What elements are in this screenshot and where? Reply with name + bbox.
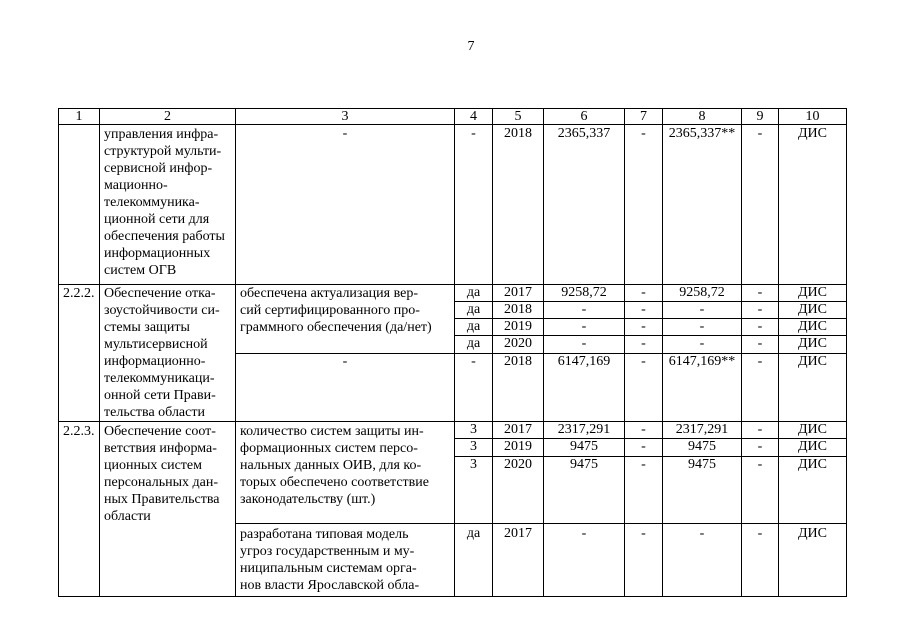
year-cell: 2020 [493, 457, 544, 524]
funding-total-cell: - [544, 319, 625, 336]
funding-col9-cell: - [742, 354, 779, 422]
funding-col8-cell: - [663, 336, 742, 354]
funding-total-cell: 2317,291 [544, 422, 625, 439]
executor-cell: ДИС [779, 319, 847, 336]
funding-col7-cell: - [625, 439, 663, 457]
funding-col7-cell: - [625, 336, 663, 354]
year-cell: 2019 [493, 439, 544, 457]
funding-col9-cell: - [742, 285, 779, 302]
executor-cell: ДИС [779, 354, 847, 422]
executor-cell: ДИС [779, 422, 847, 439]
indicator-cell: количество систем защиты ин- формационных систем персо- нальных данных ОИВ, для ко- торых обеспечено соответствие законодательству (шт.) [236, 422, 455, 524]
column-header: 1 [59, 109, 100, 125]
funding-col8-cell: 9475 [663, 457, 742, 524]
measure-name-cell: Обеспечение отка- зоустойчивости си- стемы защиты мультисервисной информационно- телекоммуникаци- онной сети Прави- тельства области [100, 285, 236, 422]
funding-col8-cell: 9475 [663, 439, 742, 457]
column-header: 7 [625, 109, 663, 125]
funding-col9-cell: - [742, 524, 779, 597]
column-header: 8 [663, 109, 742, 125]
funding-col7-cell: - [625, 457, 663, 524]
indicator-value-cell: да [455, 319, 493, 336]
year-cell: 2018 [493, 302, 544, 319]
table-header-row [59, 109, 847, 125]
funding-col7-cell: - [625, 319, 663, 336]
executor-cell: ДИС [779, 302, 847, 319]
column-header: 6 [544, 109, 625, 125]
funding-total-cell: 9475 [544, 457, 625, 524]
funding-col8-cell: - [663, 319, 742, 336]
column-header: 5 [493, 109, 544, 125]
program-measures-table [58, 108, 847, 597]
funding-col9-cell: - [742, 457, 779, 524]
funding-col7-cell: - [625, 285, 663, 302]
funding-col8-cell: - [663, 302, 742, 319]
indicator-value-cell: 3 [455, 457, 493, 524]
indicator-cell: - [236, 125, 455, 285]
row-number-cell: 2.2.2. [59, 285, 100, 422]
funding-col7-cell: - [625, 125, 663, 285]
year-cell: 2017 [493, 422, 544, 439]
funding-col8-cell: 9258,72 [663, 285, 742, 302]
funding-total-cell: - [544, 302, 625, 319]
year-cell: 2018 [493, 354, 544, 422]
measure-name-cell: Обеспечение соот- ветствия информа- ционных систем персональных дан- ных Правительства области [100, 422, 236, 597]
table-row [59, 125, 847, 285]
funding-col7-cell: - [625, 302, 663, 319]
table-row [59, 422, 847, 439]
funding-total-cell: 9258,72 [544, 285, 625, 302]
funding-col7-cell: - [625, 422, 663, 439]
executor-cell: ДИС [779, 125, 847, 285]
funding-total-cell: - [544, 524, 625, 597]
indicator-value-cell: 3 [455, 422, 493, 439]
year-cell: 2020 [493, 336, 544, 354]
executor-cell: ДИС [779, 285, 847, 302]
executor-cell: ДИС [779, 336, 847, 354]
year-cell: 2017 [493, 524, 544, 597]
funding-total-cell: 9475 [544, 439, 625, 457]
indicator-cell: разработана типовая модель угроз государственным и му- ниципальным системам орга- нов власти Ярославской обла- [236, 524, 455, 597]
indicator-value-cell: да [455, 302, 493, 319]
column-header: 2 [100, 109, 236, 125]
funding-col8-cell: 2365,337** [663, 125, 742, 285]
executor-cell: ДИС [779, 457, 847, 524]
indicator-value-cell: - [455, 125, 493, 285]
row-number-cell [59, 125, 100, 285]
funding-col9-cell: - [742, 125, 779, 285]
funding-col7-cell: - [625, 524, 663, 597]
funding-col8-cell: - [663, 524, 742, 597]
page-number: 7 [467, 39, 475, 54]
funding-col9-cell: - [742, 319, 779, 336]
indicator-value-cell: 3 [455, 439, 493, 457]
indicator-value-cell: - [455, 354, 493, 422]
executor-cell: ДИС [779, 439, 847, 457]
year-cell: 2017 [493, 285, 544, 302]
funding-col8-cell: 6147,169** [663, 354, 742, 422]
indicator-value-cell: да [455, 336, 493, 354]
indicator-cell: - [236, 354, 455, 422]
funding-col9-cell: - [742, 336, 779, 354]
indicator-value-cell: да [455, 285, 493, 302]
funding-total-cell: 6147,169 [544, 354, 625, 422]
table-row [59, 285, 847, 302]
executor-cell: ДИС [779, 524, 847, 597]
funding-col8-cell: 2317,291 [663, 422, 742, 439]
funding-total-cell: - [544, 336, 625, 354]
funding-col9-cell: - [742, 439, 779, 457]
column-header: 3 [236, 109, 455, 125]
column-header: 4 [455, 109, 493, 125]
year-cell: 2018 [493, 125, 544, 285]
column-header: 10 [779, 109, 847, 125]
indicator-cell: обеспечена актуализация вер- сий сертифицированного про- граммного обеспечения (да/нет) [236, 285, 455, 354]
year-cell: 2019 [493, 319, 544, 336]
funding-col9-cell: - [742, 422, 779, 439]
column-header: 9 [742, 109, 779, 125]
funding-total-cell: 2365,337 [544, 125, 625, 285]
funding-col9-cell: - [742, 302, 779, 319]
measure-name-cell: управления инфра- структурой мульти- сервисной инфор- мационно- телекоммуника- ционной сети для обеспечения работы информационных систем ОГВ [100, 125, 236, 285]
indicator-value-cell: да [455, 524, 493, 597]
row-number-cell: 2.2.3. [59, 422, 100, 597]
funding-col7-cell: - [625, 354, 663, 422]
